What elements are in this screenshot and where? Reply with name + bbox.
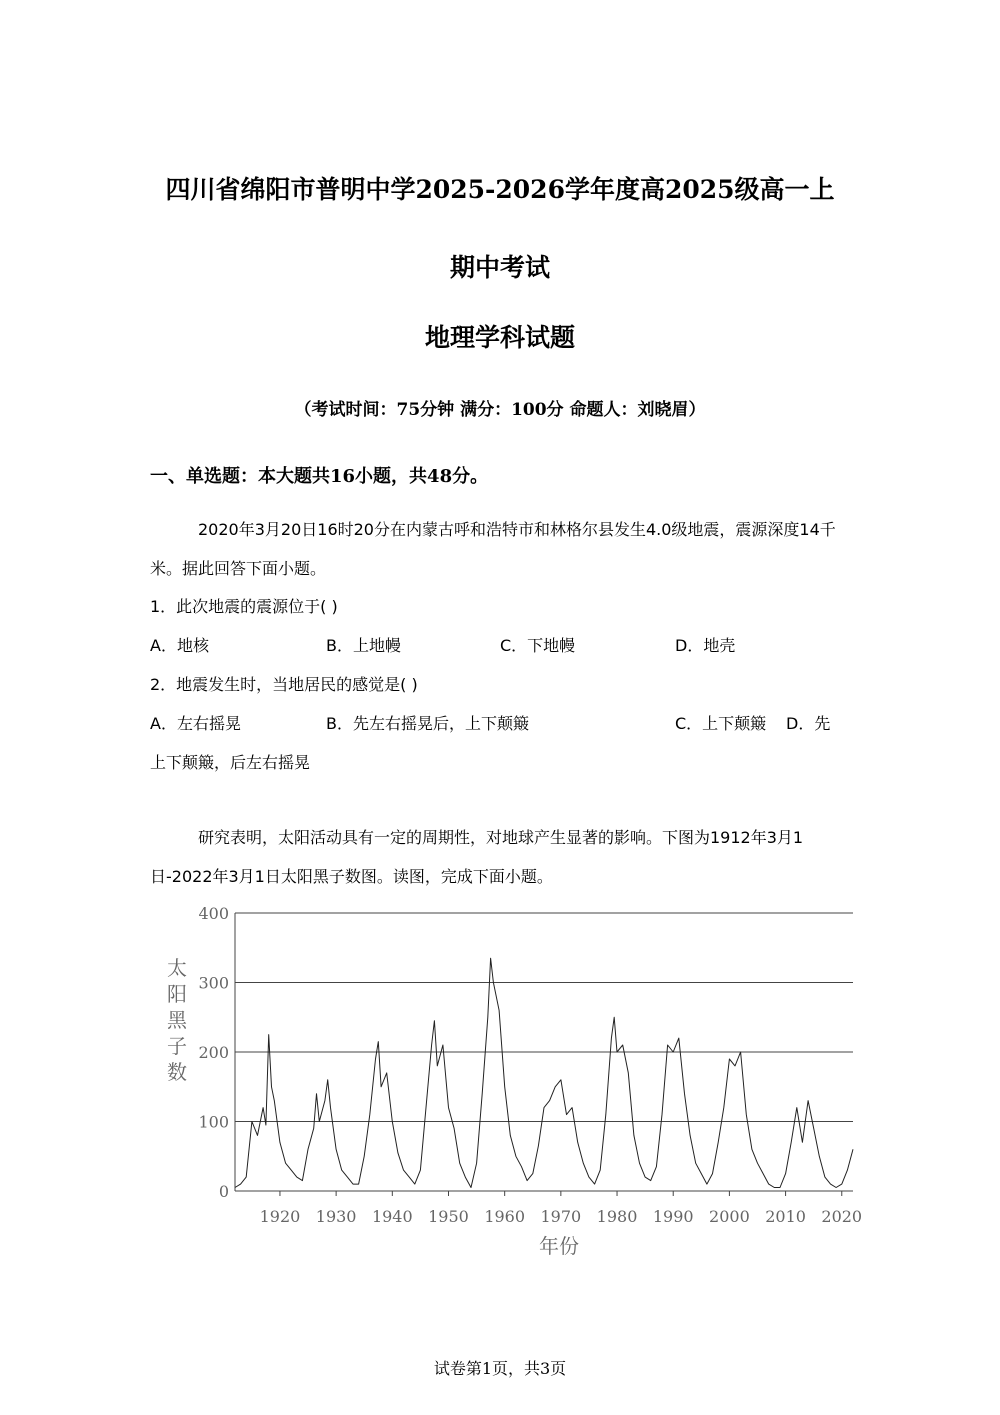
x-tick-label-1940: 1940 [371,1207,413,1226]
x-axis-label: 年份 [539,1234,579,1258]
y-tick-label-0: 0 [218,1182,229,1201]
y-axis-label-char: 太 [167,956,187,980]
x-tick-label-2020: 2020 [821,1207,863,1226]
exam-subject-title: 地理学科试题 [424,323,575,352]
question-2-text: 2．地震发生时，当地居民的感觉是( ) [150,675,418,694]
passage-earthquake: 2020年3月20日16时20分在内蒙古呼和浩特市和林格尔县发生4.0级地震，震源深度14千米。据此回答下面小题。 [150,520,836,578]
page-footer: 试卷第1页，共3页 [433,1359,567,1378]
question-2-option-d-cont [150,750,850,780]
x-tick-label-2010: 2010 [765,1207,806,1226]
q1-option-b[interactable]: B．上地幔 [326,636,401,655]
question-1-text: 1．此次地震的震源位于( ) [150,597,338,616]
y-axis-label-char: 阳 [167,982,187,1006]
q2-option-b[interactable]: B．先左右摇晃后，上下颠簸 [326,714,529,733]
question-1-stem [150,594,850,624]
q2-option-d[interactable]: D．先 [786,714,831,733]
y-axis-label-char: 子 [167,1034,187,1058]
x-tick-label-1960: 1960 [484,1207,526,1226]
y-tick-label-300: 300 [198,973,229,993]
q1-option-a[interactable]: A．地核 [150,636,209,655]
exam-title-line2: 期中考试 [449,253,550,282]
passage-sunspots: 研究表明，太阳活动具有一定的周期性，对地球产生显著的影响。下图为1912年3月1日-2022年3月1日太阳黑子数图。读图，完成下面小题。 [150,828,804,886]
x-tick-label-1950: 1950 [428,1207,469,1226]
x-tick-label-1920: 1920 [259,1207,301,1226]
y-tick-label-200: 200 [198,1043,229,1062]
exam-meta: （考试时间：75分钟 满分：100分 命题人：刘晓眉） [294,400,706,420]
y-tick-label-400: 400 [198,904,229,923]
question-2-options [150,711,850,741]
x-tick-label-1970: 1970 [540,1207,582,1226]
x-tick-label-1980: 1980 [596,1207,638,1226]
y-axis-label-char: 黑 [167,1008,187,1032]
section-heading: 一、单选题：本大题共16小题，共48分。 [150,466,489,487]
q1-option-c[interactable]: C．下地幔 [500,636,576,655]
sunspot-series-line [235,958,853,1187]
x-tick-label-1990: 1990 [652,1207,694,1226]
q2-option-c[interactable]: C．上下颠簸 [675,714,767,733]
question-1-options [150,633,850,663]
question-2-stem [150,672,850,702]
y-axis-label-char: 数 [167,1060,187,1084]
q2-option-d-continuation: 上下颠簸，后左右摇晃 [150,753,311,772]
sunspot-chart [150,895,870,1270]
x-tick-label-1930: 1930 [315,1207,357,1226]
y-tick-label-100: 100 [198,1112,229,1132]
x-tick-label-2000: 2000 [709,1207,750,1226]
q1-option-d[interactable]: D．地壳 [675,636,736,655]
q2-option-a[interactable]: A．左右摇晃 [150,714,241,733]
exam-title-line1: 四川省绵阳市普明中学2025-2026学年度高2025级高一上 [165,175,835,204]
